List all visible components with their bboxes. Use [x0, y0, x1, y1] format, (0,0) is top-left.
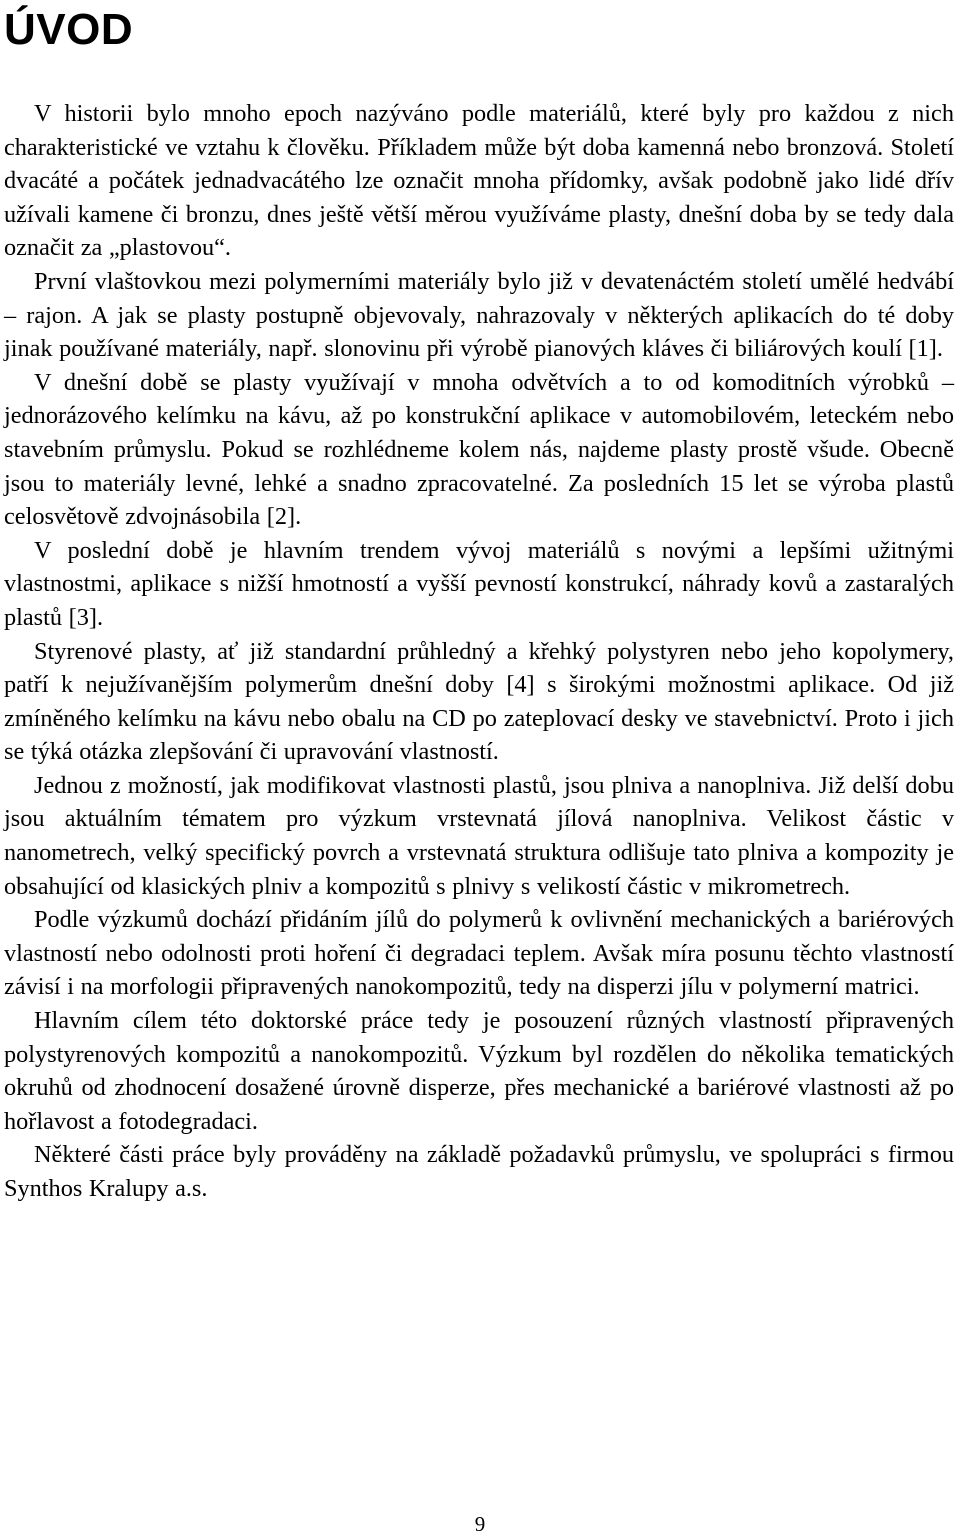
- paragraph-3: V dnešní době se plasty využívají v mnoha odvětvích a to od komoditních výrobků – jednorázového kelímku na kávu, až po konstrukční aplikace v automobilovém, leteckém nebo stavebním průmyslu. Pokud se rozhlédneme kolem nás, najdeme plasty prostě všude. Obecně jsou to materiály levné, lehké a snadno zpracovatelné. Za posledních 15 let se výroba plastů celosvětově zdvojnásobila [2].: [4, 368, 954, 531]
- paragraph-8: Hlavním cílem této doktorské práce tedy je posouzení různých vlastností připravených polystyrenových kompozitů a nanokompozitů. Výzkum byl rozdělen do několika tematických okruhů od zhodnocení dosažené úrovně disperze, přes mechanické a bariérové vlastnosti až po hořlavost a fotodegradaci.: [4, 1007, 954, 1135]
- paragraph-6: Jednou z možností, jak modifikovat vlastnosti plastů, jsou plniva a nanoplniva. Již delší dobu jsou aktuálním tématem pro výzkum vrstevnatá jílová nanoplniva. Velikost částic v nanometrech, velký specifický povrch a vrstevnatá struktura odlišuje tato plniva a kompozity je obsahující od klasických plniv a kompozitů s plnivy s velikostí částic v mikrometrech.: [4, 771, 954, 900]
- chapter-heading: ÚVOD: [4, 5, 134, 54]
- paragraph-1: V historii bylo mnoho epoch nazýváno podle materiálů, které byly pro každou z nich charakteristické ve vztahu k člověku. Příkladem může být doba kamenná nebo bronzová. Století dvacáté a počátek jednadvacátého lze označit mnoha přídomky, avšak podobně jako lidé dřív užívali kamene či bronzu, dnes ještě větší měrou využíváme plasty, dnešní doba by se tedy dala označit za „plastovou“.: [4, 100, 954, 262]
- paragraph-5: Styrenové plasty, ať již standardní průhledný a křehký polystyren nebo jeho kopolymery, patří k nejužívanějším polymerům dnešní doby [4] s širokými možnostmi aplikace. Od již zmíněného kelímku na kávu nebo obalu na CD po zateplovací desky ve stavebnictví. Proto i jich se týká otázka zlepšování či upravování vlastností.: [4, 637, 954, 766]
- page-number: 9: [474, 1512, 486, 1536]
- paragraph-7: Podle výzkumů dochází přidáním jílů do polymerů k ovlivnění mechanických a bariérových vlastností nebo odolnosti proti hoření či degradaci teplem. Avšak míra posunu těchto vlastností závisí i na morfologii připravených nanokompozitů, tedy na disperzi jílu v polymerní matrici.: [4, 906, 954, 1001]
- paragraph-9: Některé části práce byly prováděny na základě požadavků průmyslu, ve spolupráci s firmou Synthos Kralupy a.s.: [4, 1141, 954, 1202]
- paragraph-4: V poslední době je hlavním trendem vývoj materiálů s novými a lepšími užitnými vlastnostmi, aplikace s nižší hmotností a vyšší pevností konstrukcí, náhrady kovů a zastaralých plastů [3].: [4, 536, 954, 631]
- paragraph-2: První vlaštovkou mezi polymerními materiály bylo již v devatenáctém století umělé hedvábí – rajon. A jak se plasty postupně objevovaly, nahrazovaly v některých aplikacích do té doby jinak používané materiály, např. slonovinu při výrobě pianových kláves či biliárových koulí [1].: [4, 267, 954, 363]
- body-text: [4, 97, 954, 1206]
